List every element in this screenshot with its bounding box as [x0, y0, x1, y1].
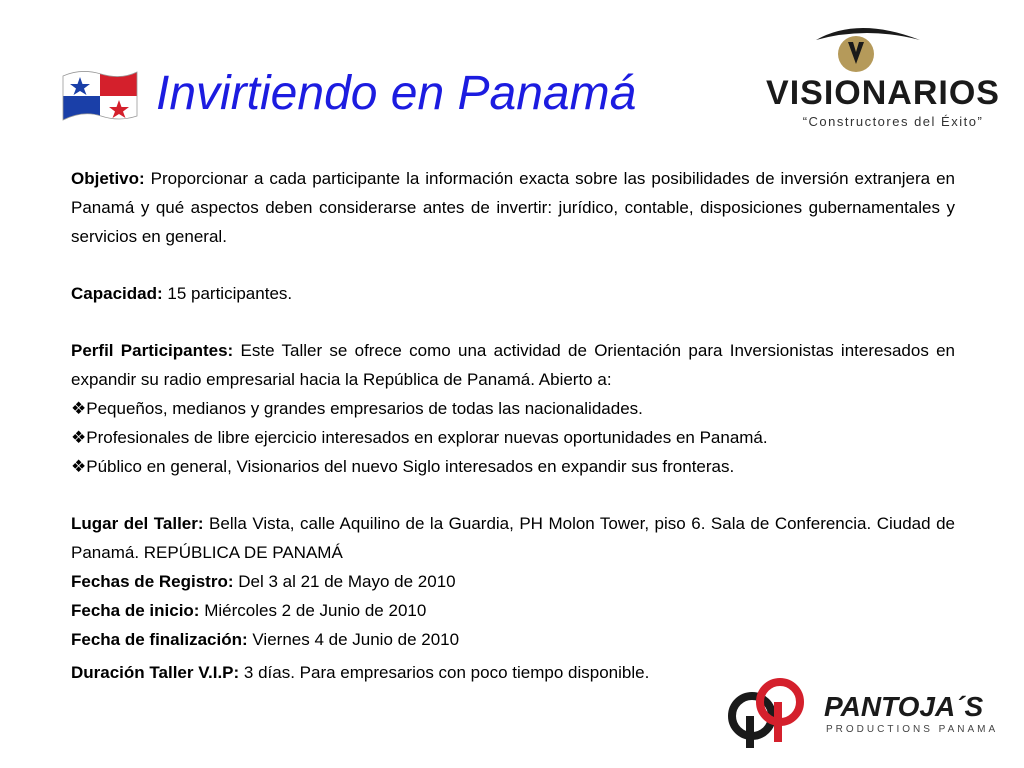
duracion-line: Duración Taller V.I.P: 3 días. Para empresarios con poco tiempo disponible.: [71, 663, 650, 682]
visionarios-logo: [758, 18, 1008, 133]
lugar-label: Lugar del Taller:: [71, 514, 204, 533]
perfil-text: Este Taller se ofrece como una actividad de Orientación para Inversionistas interesados en expandir su radio empresarial hacia la República de Panamá. Abierto a:: [71, 341, 956, 389]
capacidad-paragraph: [71, 279, 955, 308]
lugar-text: Bella Vista, calle Aquilino de la Guardia, PH Molon Tower, piso 6. Sala de Conferencia. Ciudad de Panamá. REPÚBLICA DE PANAMÁ: [71, 514, 955, 562]
diamond-bullet-icon: ❖: [71, 399, 87, 418]
lugar-paragraph: [71, 509, 955, 567]
perfil-paragraph: [71, 336, 955, 394]
registro-line: Fechas de Registro: Del 3 al 21 de Mayo de 2010: [71, 572, 456, 591]
page-title: Invirtiendo en Panamá: [156, 67, 637, 120]
capacidad-text: 15 participantes.: [167, 284, 293, 303]
svg-text:PANTOJA´S: PANTOJA´S: [824, 691, 984, 722]
objetivo-paragraph: [71, 164, 955, 251]
bullet-item: ❖Público en general, Visionarios del nuevo Siglo interesados en expandir sus fronteras.: [71, 457, 735, 476]
main-content: [71, 164, 955, 687]
perfil-label: Perfil Participantes:: [71, 341, 234, 360]
finalizacion-line: Fecha de finalización: Viernes 4 de Junio de 2010: [71, 630, 460, 649]
pantojas-logo: [726, 672, 998, 752]
svg-text:VISIONARIOS: VISIONARIOS: [766, 74, 1000, 112]
bullet-item: ❖Profesionales de libre ejercicio interesados en explorar nuevas oportunidades en Panamá.: [71, 428, 768, 447]
diamond-bullet-icon: ❖: [71, 428, 87, 447]
capacidad-label: Capacidad:: [71, 284, 163, 303]
panama-flag-icon: [61, 68, 139, 124]
objetivo-label: Objetivo:: [71, 169, 145, 188]
bullet-item: ❖Pequeños, medianos y grandes empresarios de todas las nacionalidades.: [71, 399, 643, 418]
svg-text:“Constructores del Éxito”: “Constructores del Éxito”: [802, 114, 984, 129]
svg-text:PRODUCTIONS PANAMA: PRODUCTIONS PANAMA: [826, 724, 998, 735]
objetivo-text: Proporcionar a cada participante la información exacta sobre las posibilidades de inversión extranjera en Panamá y qué aspectos deben considerarse antes de invertir: jurídico, contable, disposiciones gubernamentales y servicios en general.: [71, 169, 955, 246]
diamond-bullet-icon: ❖: [71, 457, 87, 476]
inicio-line: Fecha de inicio: Miércoles 2 de Junio de 2010: [71, 601, 427, 620]
